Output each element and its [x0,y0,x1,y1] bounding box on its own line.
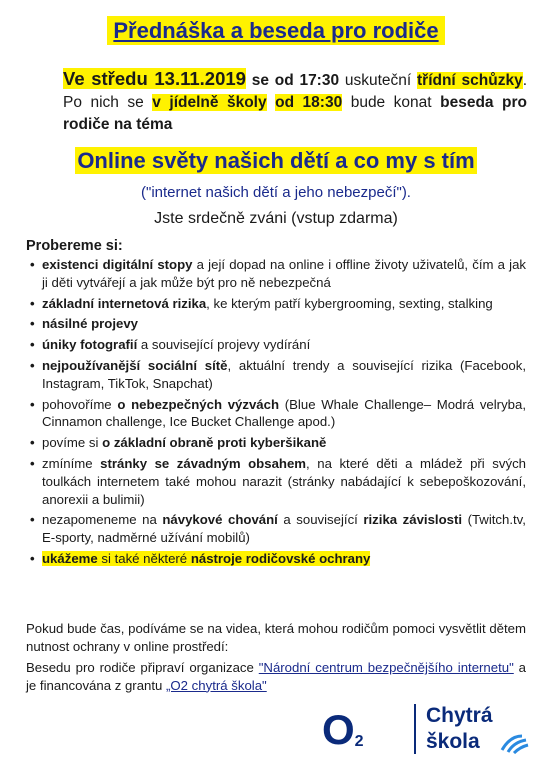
topic-t: , na které děti a mládež při svých toulkách internetem také mohou narazit (stránky nabádající k sebepoškozování, anorexii a bulimii) [42,455,526,507]
logo-separator [414,704,416,754]
intro-text-4 [267,94,276,111]
topic-t: si také některé [97,550,191,566]
topic-b: nejpoužívanější sociální sítě [42,357,228,373]
topic-item [26,550,526,568]
logo-line-1: Chytrá [426,704,493,727]
date-highlight: Ve středu 13.11.2019 [63,68,246,89]
topic-b2: nástroje rodičovské ochrany [190,550,371,566]
topic-b: návykové chování [162,512,278,528]
topic-p: zmíníme [42,455,101,471]
footer [26,620,526,698]
topic-t: , aktuální trendy a související rizika (Facebook, Instagram, TikTok, Snapchat) [42,357,526,391]
topic-item [26,511,526,547]
intro-text-1: se [245,72,275,89]
logo-line-2: škola [426,730,480,753]
intro-text-5: bude konat [342,94,441,111]
topic-b: ukážeme [42,550,98,566]
topic-b: základní internetová rizika [42,295,207,311]
ncbi-link[interactable]: "Národní centrum bezpečnějšího internetu" [258,660,514,675]
o2-logo [322,706,364,754]
intro-text-3: . Po nich se [63,72,527,111]
topics-list [26,256,526,571]
o2-letter: O [322,706,355,753]
topic-b: úniky fotografií [42,337,138,353]
headline-text: Online světy našich dětí a co my s tím [77,148,475,173]
page-title [0,18,552,44]
topic-b: o nebezpečných výzvách [117,396,280,412]
meeting-label: třídní schůzky [417,72,523,89]
intro-text-2: uskuteční [339,72,417,89]
topic-item [26,357,526,393]
topic-p: nezapomeneme na [42,512,163,528]
o2-chytra-skola-logo [322,700,532,760]
topic-item [26,336,526,354]
topic-b: stránky se závadným obsahem [100,455,307,471]
topic-item [26,315,526,333]
invite-text: Jste srdečně zváni (vstup zdarma) [154,210,398,227]
place-label: v jídelně školy [152,94,267,111]
topic-p: pohovoříme [42,396,118,412]
topic-t: a související [277,512,364,528]
topic-t2: (Twitch.tv, E-sporty, nadměrné užívání mobilů) [42,512,526,546]
topic-t: (Blue Whale Challenge– Modrá velryba, Cinnamon challenge, Ice Bucket Challenge apod.) [42,396,526,430]
title-text: Přednáška a beseda pro rodiče [107,16,444,45]
footer-text-a: Besedu pro rodiče připraví organizace [26,660,259,675]
topic-item [26,256,526,292]
topic-item [26,295,526,313]
footer-paragraph-2 [26,659,526,694]
topic-t: a související projevy vydírání [137,337,311,353]
footer-text-b: a je financována z grantu [26,660,527,693]
topic-b: existenci digitální stopy [42,257,193,272]
headline [0,148,552,174]
o2-subscript: 2 [354,733,364,750]
topic-t: , ke kterým patří kybergrooming, sexting, stalking [206,295,493,311]
topic-b: o základní obraně proti kyberšikaně [102,435,327,451]
time-2: od 18:30 [275,94,343,111]
topic-t: a její dopad na online i offline životy uživatelů, čím a jak ji děti vytvářejí a jak může být pro ně nebezpečná [42,257,527,290]
topic-p: povíme si [42,435,103,451]
topic-item [26,396,526,432]
time-1: od 17:30 [274,72,340,89]
o2-chytra-skola-link[interactable]: „O2 chytrá škola" [166,677,267,693]
topics-heading: Probereme si: [26,238,123,254]
topic-b: násilné projevy [42,316,139,332]
intro-paragraph [63,68,527,136]
topic-item [26,434,526,452]
talk-label: beseda pro rodiče na téma [63,94,527,133]
wave-icon [500,732,530,754]
topic-item [26,455,526,508]
topic-b2: rizika závislosti [363,512,463,528]
footer-paragraph-1: Pokud bude čas, podíváme se na videa, která mohou rodičům pomoci vysvětlit dětem nutnost ochrany v online prostředí: [26,621,526,654]
subquote: ("internet našich dětí a jeho nebezpečí"). [141,184,411,201]
